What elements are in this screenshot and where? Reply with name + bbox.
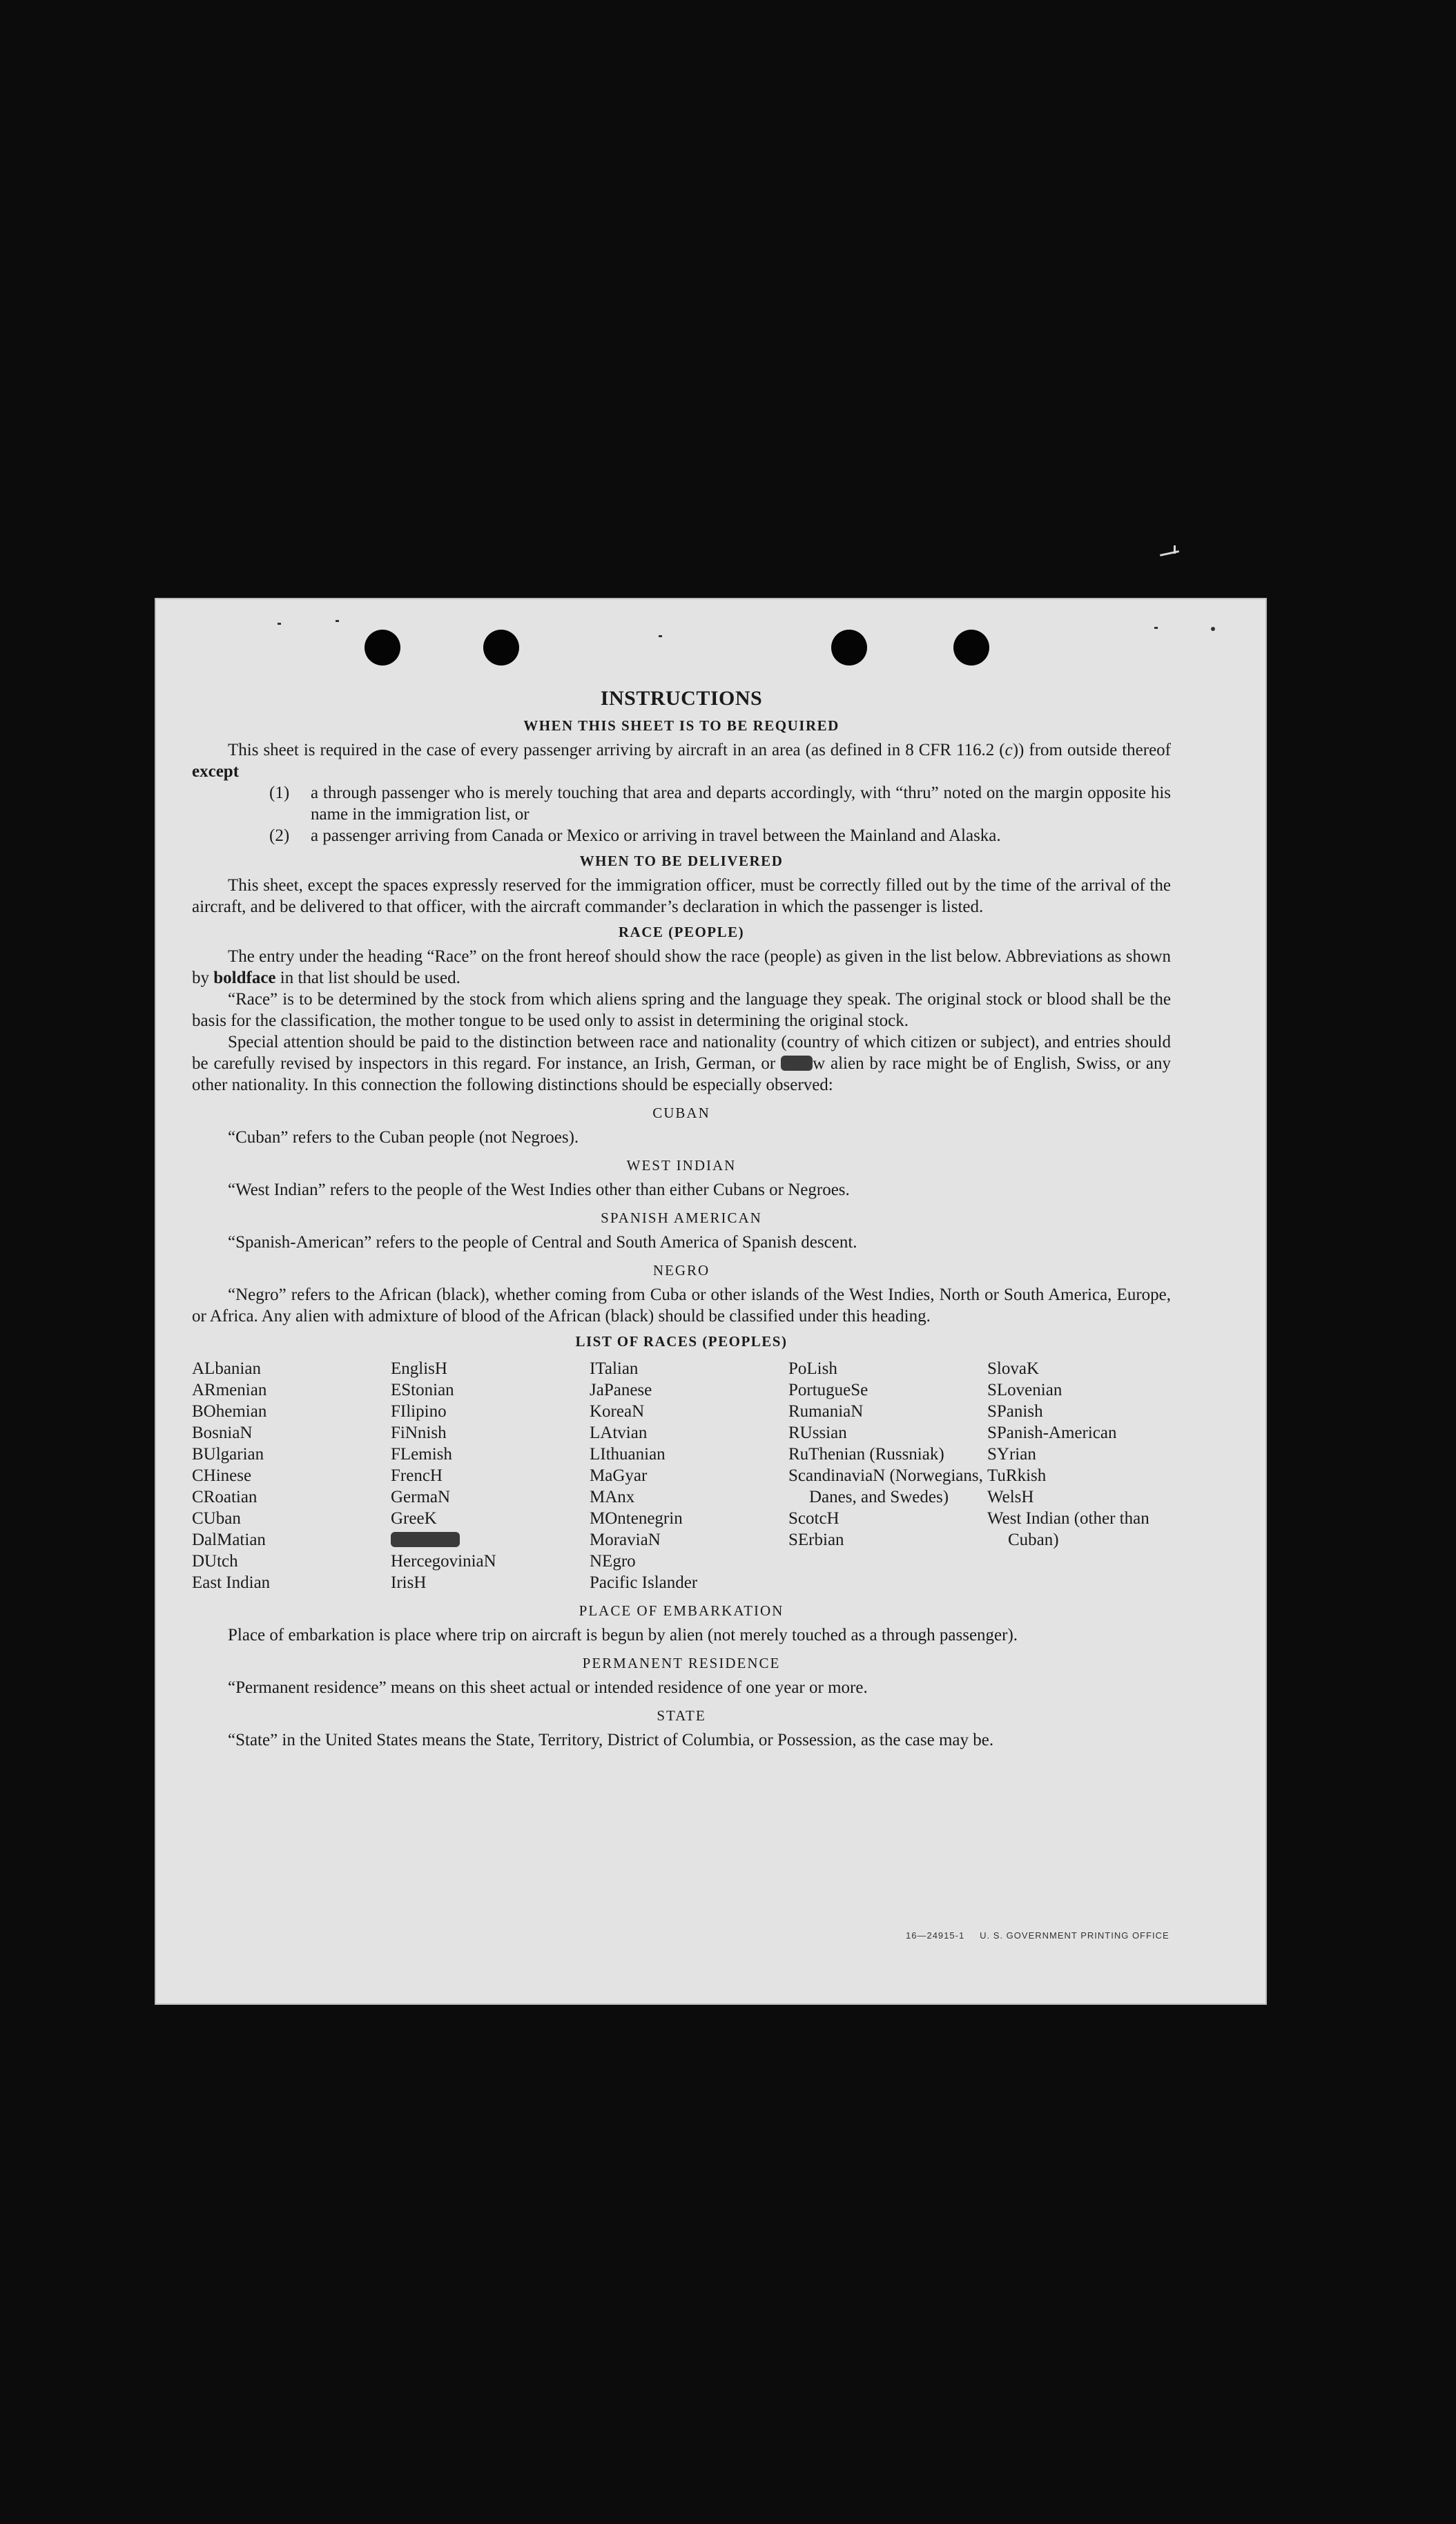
race-list	[192, 1358, 1171, 1593]
race-column	[590, 1358, 788, 1593]
section-heading: WHEN THIS SHEET IS TO BE REQUIRED	[523, 717, 839, 734]
race-paragraph: Special attention should be paid to the distinction between race and nationality (country of which citizen or subject), and entries should be carefully revised by inspectors in this regard. For instance, an Irish, German, or w alien by race might be of English, Swiss, or any other nationality. In this connection the following distinctions should be especially observed:	[192, 1033, 1171, 1094]
race-entry: JaPanese	[590, 1381, 652, 1399]
race-entry: KoreaN	[590, 1402, 645, 1421]
instruction-sheet	[155, 598, 1267, 2005]
section-heading: WEST INDIAN	[626, 1157, 737, 1174]
race-entry: ALbanian	[192, 1359, 261, 1378]
race-entry: EnglisH	[391, 1359, 447, 1378]
race-entry: SPanish	[987, 1402, 1043, 1421]
race-entry: BosniaN	[192, 1424, 253, 1442]
race-entry: SErbian	[788, 1531, 844, 1549]
required-intro: This sheet is required in the case of every passenger arriving by aircraft in an area (as defined in 8 CFR 116.2 (c)) from outside thereof except	[192, 741, 1171, 781]
dust-speck	[659, 635, 662, 637]
race-entry: BOhemian	[192, 1402, 267, 1421]
race-entry: SPanish-American	[987, 1424, 1117, 1442]
punch-hole	[953, 630, 989, 666]
race-entry: SLovenian	[987, 1381, 1062, 1399]
race-column	[987, 1358, 1171, 1593]
race-entry: CHinese	[192, 1466, 252, 1485]
race-entry: CUban	[192, 1509, 241, 1528]
race-entry: TuRkish	[987, 1466, 1047, 1485]
race-entry: DUtch	[192, 1552, 238, 1571]
race-entry: PoLish	[788, 1359, 837, 1378]
printer-imprint	[906, 1930, 1185, 1941]
section-heading: CUBAN	[652, 1105, 710, 1121]
section-heading: STATE	[657, 1707, 706, 1724]
race-paragraph: “Race” is to be determined by the stock from which aliens spring and the language they speak. The original stock or blood shall be the basis for the classification, the mother tongue to be used only to assist in determining the original stock.	[192, 990, 1171, 1030]
dust-speck	[278, 623, 281, 625]
race-entry: WelsH	[987, 1488, 1034, 1506]
exception-item: (1) a through passenger who is merely touching that area and departs accordingly, with “thru” noted on the margin opposite his name in the immigration list, or	[269, 784, 1171, 824]
dust-speck	[336, 620, 339, 622]
race-entry: LAtvian	[590, 1424, 648, 1442]
race-entry: DalMatian	[192, 1531, 266, 1549]
race-entry: RUssian	[788, 1424, 847, 1442]
race-entry: ITalian	[590, 1359, 639, 1378]
race-entry: GreeK	[391, 1509, 437, 1528]
exception-item: (2) a passenger arriving from Canada or Mexico or arriving in travel between the Mainland and Alaska.	[269, 826, 1001, 845]
race-entry: MaGyar	[590, 1466, 648, 1485]
race-entry: MOntenegrin	[590, 1509, 683, 1528]
printer-name: U. S. GOVERNMENT PRINTING OFFICE	[980, 1930, 1169, 1941]
section-heading: SPANISH AMERICAN	[601, 1210, 762, 1226]
race-entry: FrencH	[391, 1466, 443, 1485]
race-entry: EStonian	[391, 1381, 454, 1399]
race-entry: SlovaK	[987, 1359, 1039, 1378]
race-entry: LIthuanian	[590, 1445, 666, 1464]
punch-hole	[483, 630, 519, 666]
delivered-text: This sheet, except the spaces expressly reserved for the immigration officer, must be correctly filled out by the time of the arrival of the aircraft, and be delivered to that officer, with the aircraft commander’s declaration in which the passenger is listed.	[192, 876, 1171, 916]
race-entry: ScandinaviaN (Norwegians, Danes, and Swedes)	[788, 1466, 983, 1506]
section-heading: LIST OF RACES (PEOPLES)	[575, 1333, 788, 1350]
race-entry: MAnx	[590, 1488, 635, 1506]
race-entry: ARmenian	[192, 1381, 267, 1399]
residence-text: “Permanent residence” means on this sheet actual or intended residence of one year or more.	[228, 1678, 868, 1697]
race-entry: Pacific Islander	[590, 1573, 698, 1592]
section-heading: PERMANENT RESIDENCE	[582, 1655, 781, 1671]
race-entry-redacted	[391, 1529, 590, 1551]
form-number: 16—24915-1	[906, 1930, 965, 1941]
race-entry: IrisH	[391, 1573, 427, 1592]
race-entry: FiNnish	[391, 1424, 447, 1442]
section-heading: PLACE OF EMBARKATION	[579, 1602, 784, 1619]
section-heading: NEGRO	[652, 1262, 710, 1279]
redaction-mark	[391, 1532, 460, 1547]
race-entry: CRoatian	[192, 1488, 258, 1506]
race-entry: East Indian	[192, 1573, 271, 1592]
race-entry: FLemish	[391, 1445, 452, 1464]
scan-artifact	[1174, 545, 1176, 554]
page-title: INSTRUCTIONS	[600, 687, 763, 710]
race-paragraph: The entry under the heading “Race” on the front hereof should show the race (people) as given in the list below. Abbreviations as shown by boldface in that list should be used.	[192, 947, 1171, 987]
embarkation-text: Place of embarkation is place where trip on aircraft is begun by alien (not merely touched as a through passenger).	[228, 1626, 1018, 1644]
redaction-mark	[781, 1056, 813, 1071]
race-entry: HercegoviniaN	[391, 1552, 496, 1571]
race-column	[192, 1358, 391, 1593]
punch-hole	[365, 630, 400, 666]
race-column	[391, 1358, 590, 1593]
scan-artifact	[1160, 550, 1179, 556]
section-heading: RACE (PEOPLE)	[618, 924, 745, 940]
section-heading: WHEN TO BE DELIVERED	[579, 853, 784, 869]
race-entry: MoraviaN	[590, 1531, 661, 1549]
instructions-text	[192, 686, 1171, 1751]
dust-speck	[1154, 627, 1158, 629]
spanish-american-text: “Spanish-American” refers to the people of Central and South America of Spanish descent.	[228, 1233, 857, 1252]
race-entry: NEgro	[590, 1552, 636, 1571]
race-entry: PortugueSe	[788, 1381, 868, 1399]
race-entry: BUlgarian	[192, 1445, 264, 1464]
race-column	[788, 1358, 987, 1593]
race-entry: GermaN	[391, 1488, 451, 1506]
punch-hole	[831, 630, 867, 666]
west-indian-text: “West Indian” refers to the people of the West Indies other than either Cubans or Negroes.	[228, 1181, 850, 1199]
race-entry: ScotcH	[788, 1509, 839, 1528]
race-entry: RumaniaN	[788, 1402, 864, 1421]
race-entry: West Indian (other than Cuban)	[987, 1509, 1149, 1549]
race-entry: FIlipino	[391, 1402, 447, 1421]
race-entry: SYrian	[987, 1445, 1036, 1464]
cuban-text: “Cuban” refers to the Cuban people (not Negroes).	[228, 1128, 579, 1147]
dust-speck	[1211, 627, 1215, 631]
negro-text: “Negro” refers to the African (black), whether coming from Cuba or other islands of the West Indies, North or South America, Europe, or Africa. Any alien with admixture of blood of the African (black) should be classified under this heading.	[192, 1285, 1171, 1326]
state-text: “State” in the United States means the State, Territory, District of Columbia, or Possession, as the case may be.	[228, 1731, 994, 1749]
race-entry: RuThenian (Russniak)	[788, 1445, 944, 1464]
